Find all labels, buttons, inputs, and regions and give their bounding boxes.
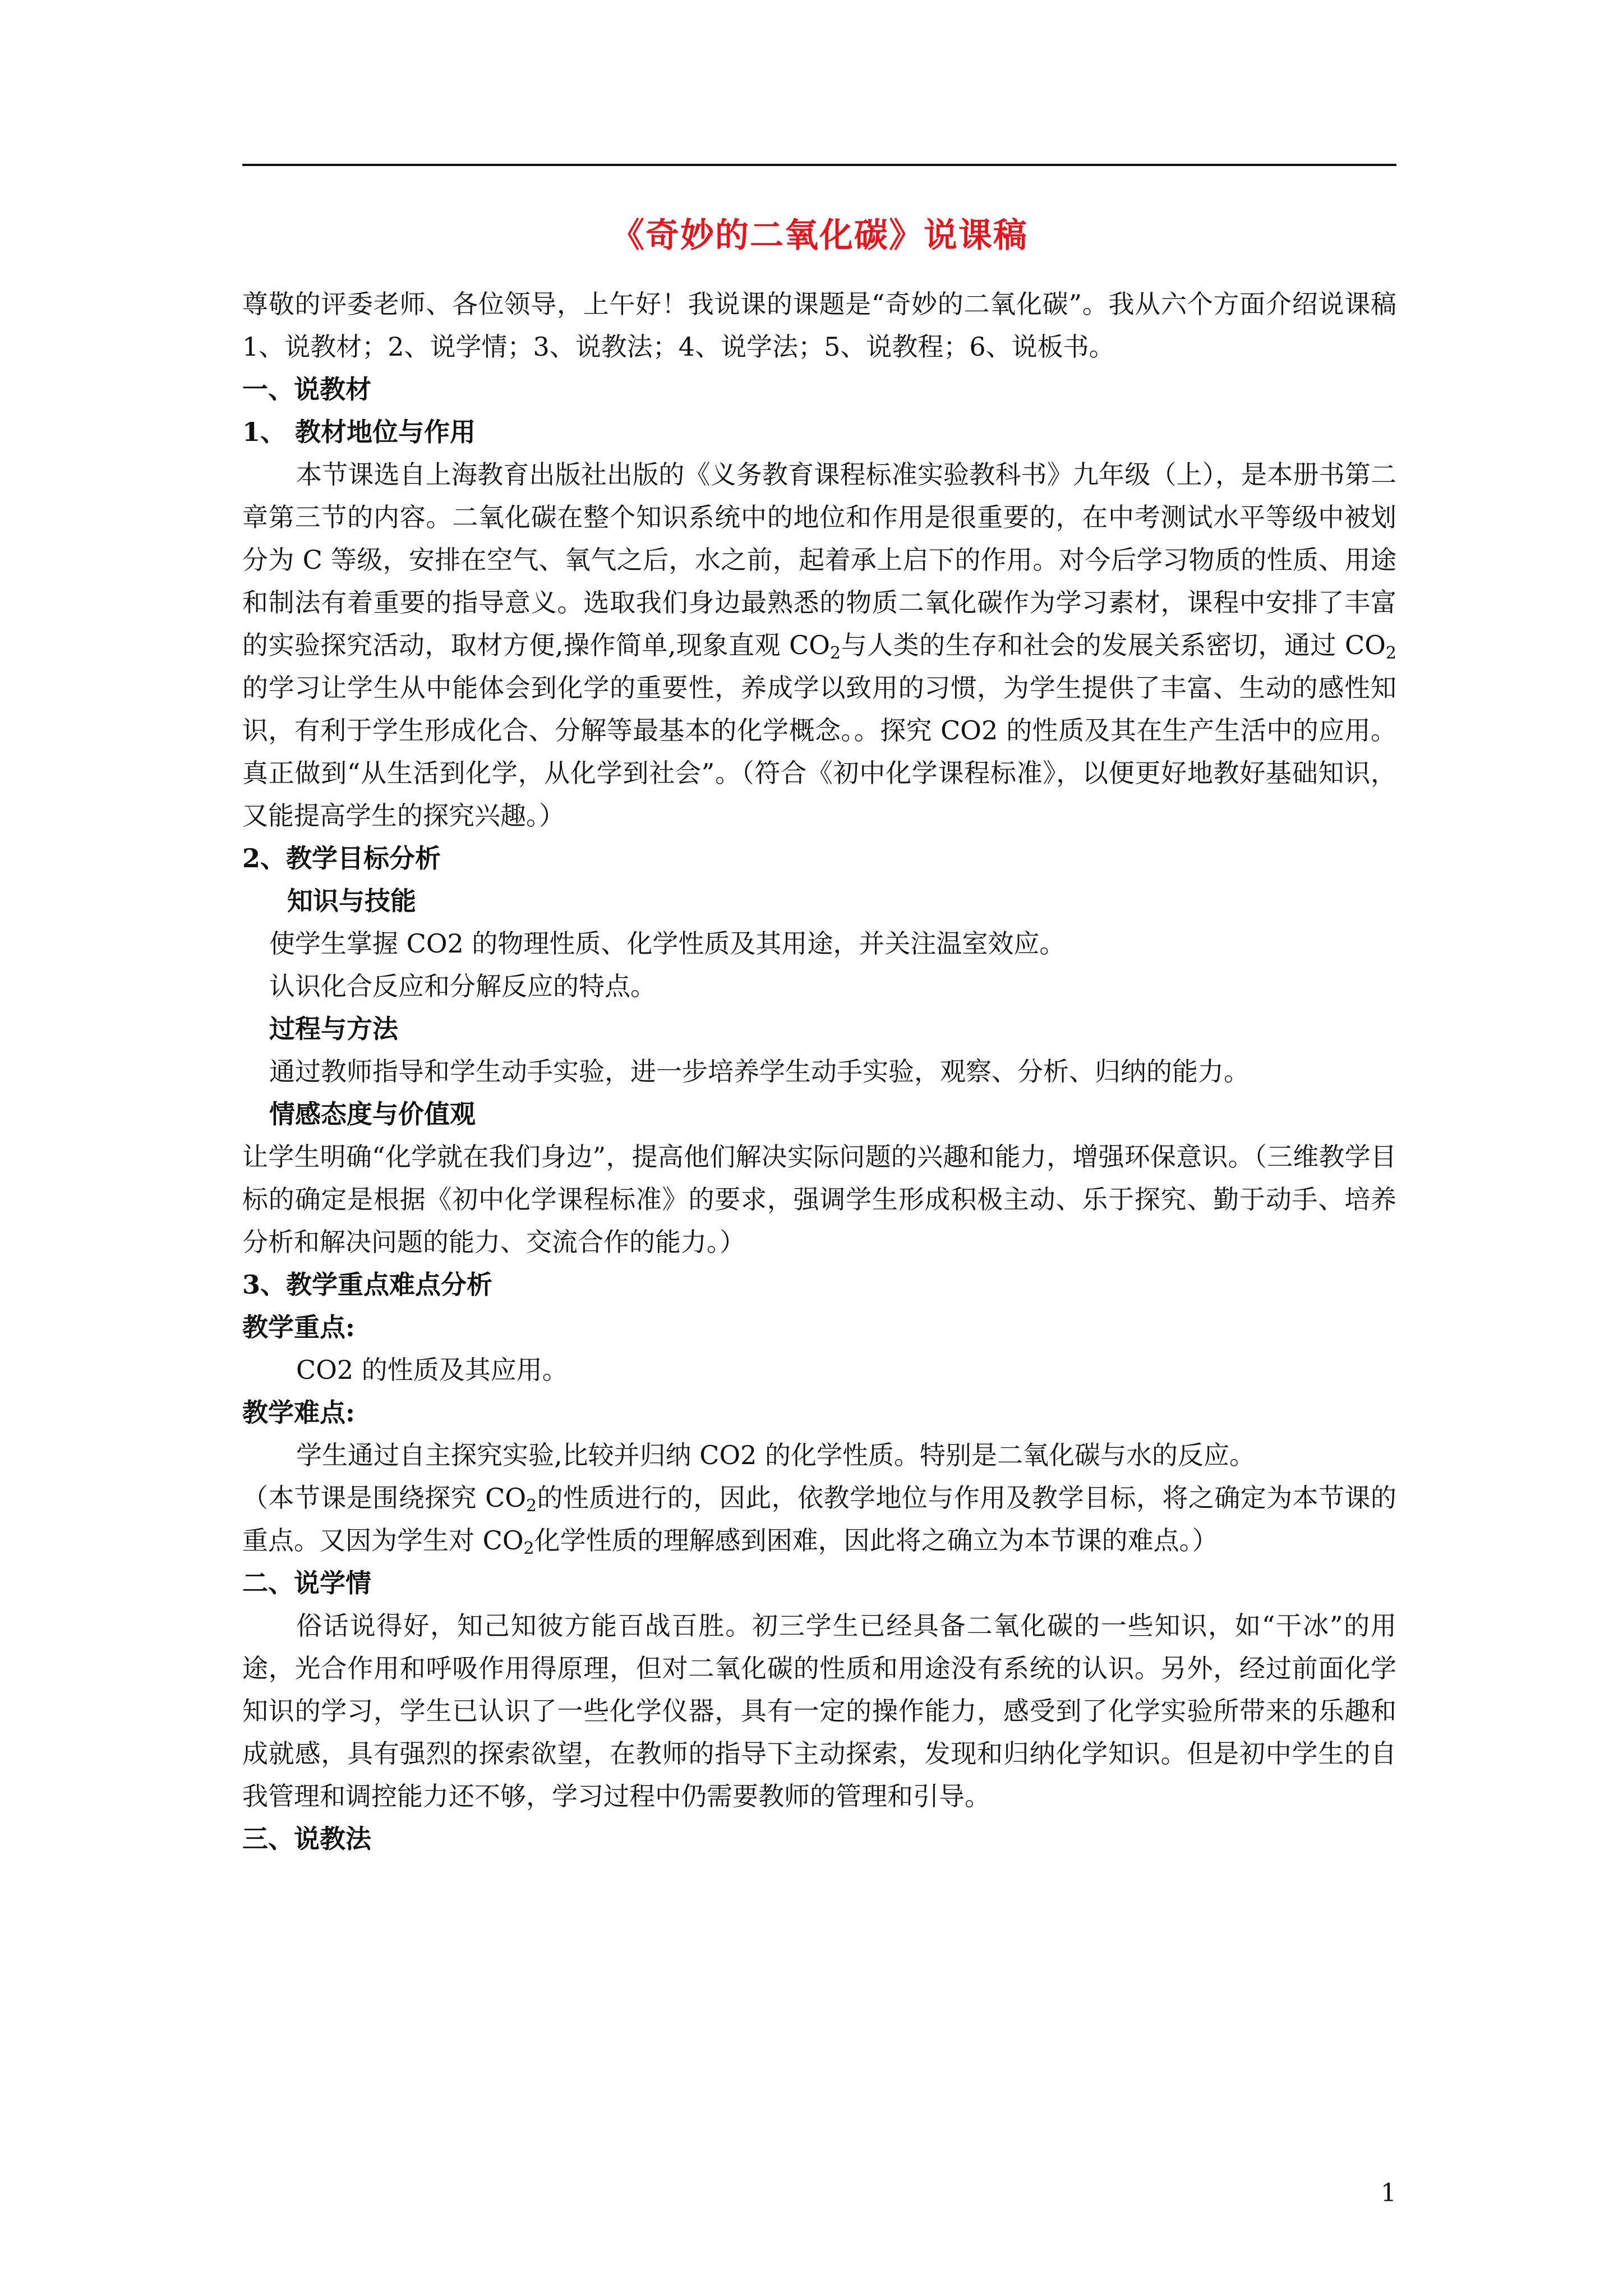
document-body — [242, 283, 1396, 1860]
section-heading-teaching-method: 三、说教法 — [242, 1824, 371, 1854]
students-paragraph: 俗话说得好，知己知彼方能百战百胜。初三学生已经具备二氧化碳的一些知识，如“干冰”的用途，光合作用和呼吸作用得原理，但对二氧化碳的性质和用途没有系统的认识。另外，经过前面化学知识的学习，学生已认识了一些化学仪器，具有一定的操作能力，感受到了化学实验所带来的乐趣和成就感，具有强烈的探索欲望，在教师的指导下主动探索，发现和归纳化学知识。但是初中学生的自我管理和调控能力还不够，学习过程中仍需要教师的管理和引导。 — [242, 1611, 1396, 1811]
focus-note-paragraph — [242, 1476, 1396, 1562]
co2-subscript: 2 — [1385, 643, 1396, 663]
header-rule — [242, 164, 1396, 166]
objective-emotion-1: 让学生明确“化学就在我们身边”，提高他们解决实际问题的兴趣和能力，增强环保意识。（三维教学目标的确定是根据《初中化学课程标准》的要求，强调学生形成积极主动、乐于探究、勤于动手、培养分析和解决问题的能力、交流合作的能力。） — [242, 1142, 1396, 1257]
difficulty-heading: 教学难点: — [242, 1397, 355, 1428]
textbook-position-paragraph — [242, 453, 1396, 837]
intro-paragraph: 尊敬的评委老师、各位领导，上午好！我说课的课题是“奇妙的二氧化碳”。我从六个方面介绍说课稿 1、说教材；2、说学情；3、说教法；4、说学法；5、说教程；6、说板书。 — [242, 289, 1396, 362]
paragraph-text: 与人类的生存和社会的发展关系密切，通过 CO — [841, 630, 1386, 660]
co2-subscript: 2 — [526, 1496, 537, 1516]
difficulty-text: 学生通过自主探究实验,比较并归纳 CO2 的化学性质。特别是二氧化碳与水的反应。 — [296, 1440, 1256, 1470]
section-heading-students: 二、说学情 — [242, 1568, 371, 1598]
focus-heading: 教学重点: — [242, 1312, 355, 1342]
paragraph-text: 化学性质的理解感到困难，因此将之确立为本节课的难点。） — [534, 1525, 1218, 1556]
subsection-heading-position: 1、 教材地位与作用 — [242, 417, 476, 447]
objective-heading-process: 过程与方法 — [269, 1014, 398, 1044]
co2-subscript: 2 — [830, 643, 841, 663]
paragraph-text: 的学习让学生从中能体会到化学的重要性，养成学以致用的习惯，为学生提供了丰富、生动的感性知识，有利于学生形成化合、分解等最基本的化学概念。。探究 CO2 的性质及其在生产生活中的应用。真正做到“从生活到化学，从化学到社会”。（符合《初中化学课程标准》，以便更好地教好基础知识，又能提高学生的探究兴趣。） — [242, 673, 1396, 831]
objective-knowledge-2: 认识化合反应和分解反应的特点。 — [269, 971, 656, 1001]
objective-heading-knowledge: 知识与技能 — [287, 886, 416, 916]
paragraph-text: 的性质进行的，因此，依教学地位与作用及教学目标，将之确定为本节课的重点。又因为学生对 CO — [242, 1483, 1397, 1556]
page-number: 1 — [1381, 2179, 1396, 2207]
objective-heading-emotion: 情感态度与价值观 — [269, 1099, 476, 1129]
section-heading-textbook: 一、说教材 — [242, 374, 371, 404]
document-title: 《奇妙的二氧化碳》说课稿 — [611, 216, 1028, 255]
objective-process-1: 通过教师指导和学生动手实验，进一步培养学生动手实验，观察、分析、归纳的能力。 — [269, 1056, 1249, 1087]
objective-knowledge-1: 使学生掌握 CO2 的物理性质、化学性质及其用途，并关注温室效应。 — [269, 928, 1066, 959]
subsection-heading-focus: 3、教学重点难点分析 — [242, 1269, 493, 1300]
focus-text: CO2 的性质及其应用。 — [296, 1355, 568, 1385]
co2-subscript: 2 — [523, 1539, 534, 1558]
subsection-heading-objectives: 2、教学目标分析 — [242, 843, 441, 873]
paragraph-text: 本节课选自上海教育出版社出版的《义务教育课程标准实验教科书》九年级（上），是本册书第二章第三节的内容。二氧化碳在整个知识系统中的地位和作用是很重要的，在中考测试水平等级中被划分为 C 等级，安排在空气、氧气之后，水之前，起着承上启下的作用。对今后学习物质的性质、用途和制法有着重要的指导意义。选取我们身边最熟悉的物质二氧化碳作为学习素材，课程中安排了丰富的实验探究活动，取材方便,操作简单,现象直观 CO — [242, 459, 1396, 660]
paragraph-text: （本节课是围绕探究 CO — [242, 1483, 527, 1513]
